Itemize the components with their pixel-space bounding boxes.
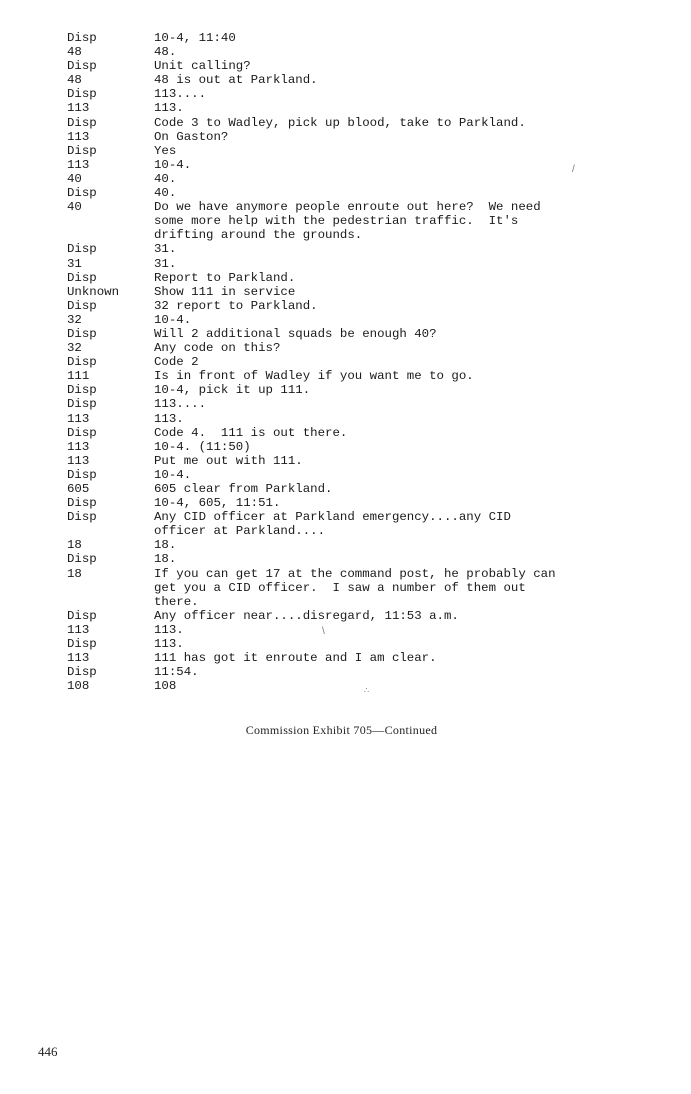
speaker-label: Disp	[67, 355, 97, 370]
message-text: 18.	[154, 552, 177, 567]
speaker-label: Disp	[67, 186, 97, 201]
transcript-row	[67, 186, 637, 200]
transcript-row	[67, 73, 637, 87]
speaker-label: Disp	[67, 298, 97, 313]
speaker-label: 113	[67, 129, 90, 144]
message-text: Do we have anymore people enroute out here? We need some more help with the pedestrian traffic. It's drifting around the grounds.	[154, 200, 541, 243]
speaker-label: 111	[67, 369, 90, 384]
message-text: 18.	[154, 538, 177, 553]
transcript-row	[67, 299, 637, 313]
speaker-label: Disp	[67, 665, 97, 680]
message-text: 113.	[154, 101, 184, 116]
message-text: 40.	[154, 171, 177, 186]
message-text: On Gaston?	[154, 129, 229, 144]
speaker-label: Disp	[67, 242, 97, 257]
message-text: Unit calling?	[154, 59, 251, 74]
transcript-row	[67, 313, 637, 327]
message-text: 48.	[154, 45, 177, 60]
message-text: Code 3 to Wadley, pick up blood, take to Parkland.	[154, 115, 526, 130]
message-text: 11:54.	[154, 665, 199, 680]
speaker-label: 32	[67, 341, 82, 356]
speaker-label: Disp	[67, 425, 97, 440]
message-text: Show 111 in service	[154, 284, 296, 299]
message-text: Any code on this?	[154, 341, 281, 356]
transcript-row	[67, 567, 637, 609]
message-text: If you can get 17 at the command post, he probably can get you a CID officer. I saw a number of them out there.	[154, 566, 556, 609]
speaker-label: Disp	[67, 59, 97, 74]
transcript-row	[67, 510, 637, 538]
message-text: 113.	[154, 637, 184, 652]
transcript-row	[67, 101, 637, 115]
speaker-label: 108	[67, 679, 90, 694]
transcript-row	[67, 144, 637, 158]
speaker-label: 18	[67, 538, 82, 553]
transcript-row	[67, 665, 637, 679]
message-text: 113.	[154, 622, 184, 637]
message-text: Code 2	[154, 355, 199, 370]
transcript-row	[67, 623, 637, 637]
transcript-row	[67, 257, 637, 271]
speaker-label: 113	[67, 622, 90, 637]
radio-transcript	[67, 31, 637, 693]
transcript-row	[67, 651, 637, 665]
transcript-row	[67, 172, 637, 186]
speaker-label: 31	[67, 256, 82, 271]
speaker-label: Disp	[67, 31, 97, 45]
speaker-label: Disp	[67, 87, 97, 102]
speaker-label: 113	[67, 651, 90, 666]
speaker-label: Disp	[67, 552, 97, 567]
message-text: 113.	[154, 411, 184, 426]
speaker-label: Disp	[67, 397, 97, 412]
transcript-row	[67, 285, 637, 299]
message-text: Yes	[154, 143, 177, 158]
speaker-label: Disp	[67, 510, 97, 525]
speaker-label: Disp	[67, 496, 97, 511]
transcript-row	[67, 383, 637, 397]
transcript-row	[67, 242, 637, 256]
exhibit-caption: Commission Exhibit 705—Continued	[245, 723, 438, 737]
message-text: Any CID officer at Parkland emergency....any CID officer at Parkland....	[154, 510, 511, 539]
transcript-row	[67, 355, 637, 369]
transcript-row	[67, 454, 637, 468]
transcript-row	[67, 341, 637, 355]
message-text: 111 has got it enroute and I am clear.	[154, 651, 437, 666]
message-text: 10-4.	[154, 157, 192, 172]
speaker-label: 113	[67, 157, 90, 172]
message-text: 113....	[154, 397, 207, 412]
transcript-row	[67, 158, 637, 172]
message-text: Will 2 additional squads be enough 40?	[154, 326, 437, 341]
speaker-label: 40	[67, 200, 82, 215]
transcript-row	[67, 369, 637, 383]
transcript-row	[67, 538, 637, 552]
transcript-row	[67, 397, 637, 411]
transcript-row	[67, 552, 637, 566]
transcript-row	[67, 130, 637, 144]
message-text: 10-4, 11:40	[154, 31, 236, 45]
transcript-row	[67, 440, 637, 454]
message-text: 605 clear from Parkland.	[154, 482, 333, 496]
transcript-row	[67, 116, 637, 130]
message-text: 113....	[154, 87, 207, 102]
transcript-row	[67, 496, 637, 510]
speaker-label: 605	[67, 482, 90, 496]
speaker-label: 113	[67, 101, 90, 116]
scan-mark: \	[322, 626, 325, 637]
transcript-row	[67, 45, 637, 59]
page-number: 446	[38, 1044, 58, 1059]
speaker-label: Unknown	[67, 284, 120, 299]
speaker-label: 113	[67, 439, 90, 454]
message-text: 10-4. (11:50)	[154, 439, 251, 454]
transcript-row	[67, 679, 637, 693]
speaker-label: 18	[67, 566, 82, 581]
speaker-label: Disp	[67, 270, 97, 285]
message-text: Code 4. 111 is out there.	[154, 425, 348, 440]
speaker-label: 113	[67, 453, 90, 468]
message-text: Put me out with 111.	[154, 453, 303, 468]
transcript-row	[67, 482, 637, 496]
message-text: 48 is out at Parkland.	[154, 73, 318, 88]
transcript-row	[67, 637, 637, 651]
transcript-row	[67, 200, 637, 242]
message-text: Report to Parkland.	[154, 270, 296, 285]
speaker-label: 113	[67, 411, 90, 426]
message-text: 108	[154, 679, 177, 694]
scan-mark: ∴	[364, 686, 370, 695]
speaker-label: 40	[67, 171, 82, 186]
speaker-label: Disp	[67, 608, 97, 623]
speaker-label: Disp	[67, 383, 97, 398]
message-text: Is in front of Wadley if you want me to go.	[154, 369, 474, 384]
scan-mark: /	[572, 164, 575, 175]
message-text: Any officer near....disregard, 11:53 a.m.	[154, 608, 459, 623]
message-text: 31.	[154, 256, 177, 271]
transcript-row	[67, 59, 637, 73]
speaker-label: Disp	[67, 143, 97, 158]
message-text: 10-4.	[154, 467, 192, 482]
transcript-row	[67, 271, 637, 285]
speaker-label: 48	[67, 73, 82, 88]
speaker-label: 32	[67, 312, 82, 327]
transcript-row	[67, 412, 637, 426]
transcript-row	[67, 327, 637, 341]
speaker-label: 48	[67, 45, 82, 60]
message-text: 32 report to Parkland.	[154, 298, 318, 313]
transcript-row	[67, 609, 637, 623]
speaker-label: Disp	[67, 637, 97, 652]
speaker-label: Disp	[67, 326, 97, 341]
message-text: 10-4, pick it up 111.	[154, 383, 311, 398]
message-text: 40.	[154, 186, 177, 201]
message-text: 10-4.	[154, 312, 192, 327]
message-text: 31.	[154, 242, 177, 257]
message-text: 10-4, 605, 11:51.	[154, 496, 281, 511]
speaker-label: Disp	[67, 115, 97, 130]
transcript-row	[67, 468, 637, 482]
speaker-label: Disp	[67, 467, 97, 482]
transcript-row	[67, 31, 637, 45]
transcript-row	[67, 87, 637, 101]
transcript-row	[67, 426, 637, 440]
